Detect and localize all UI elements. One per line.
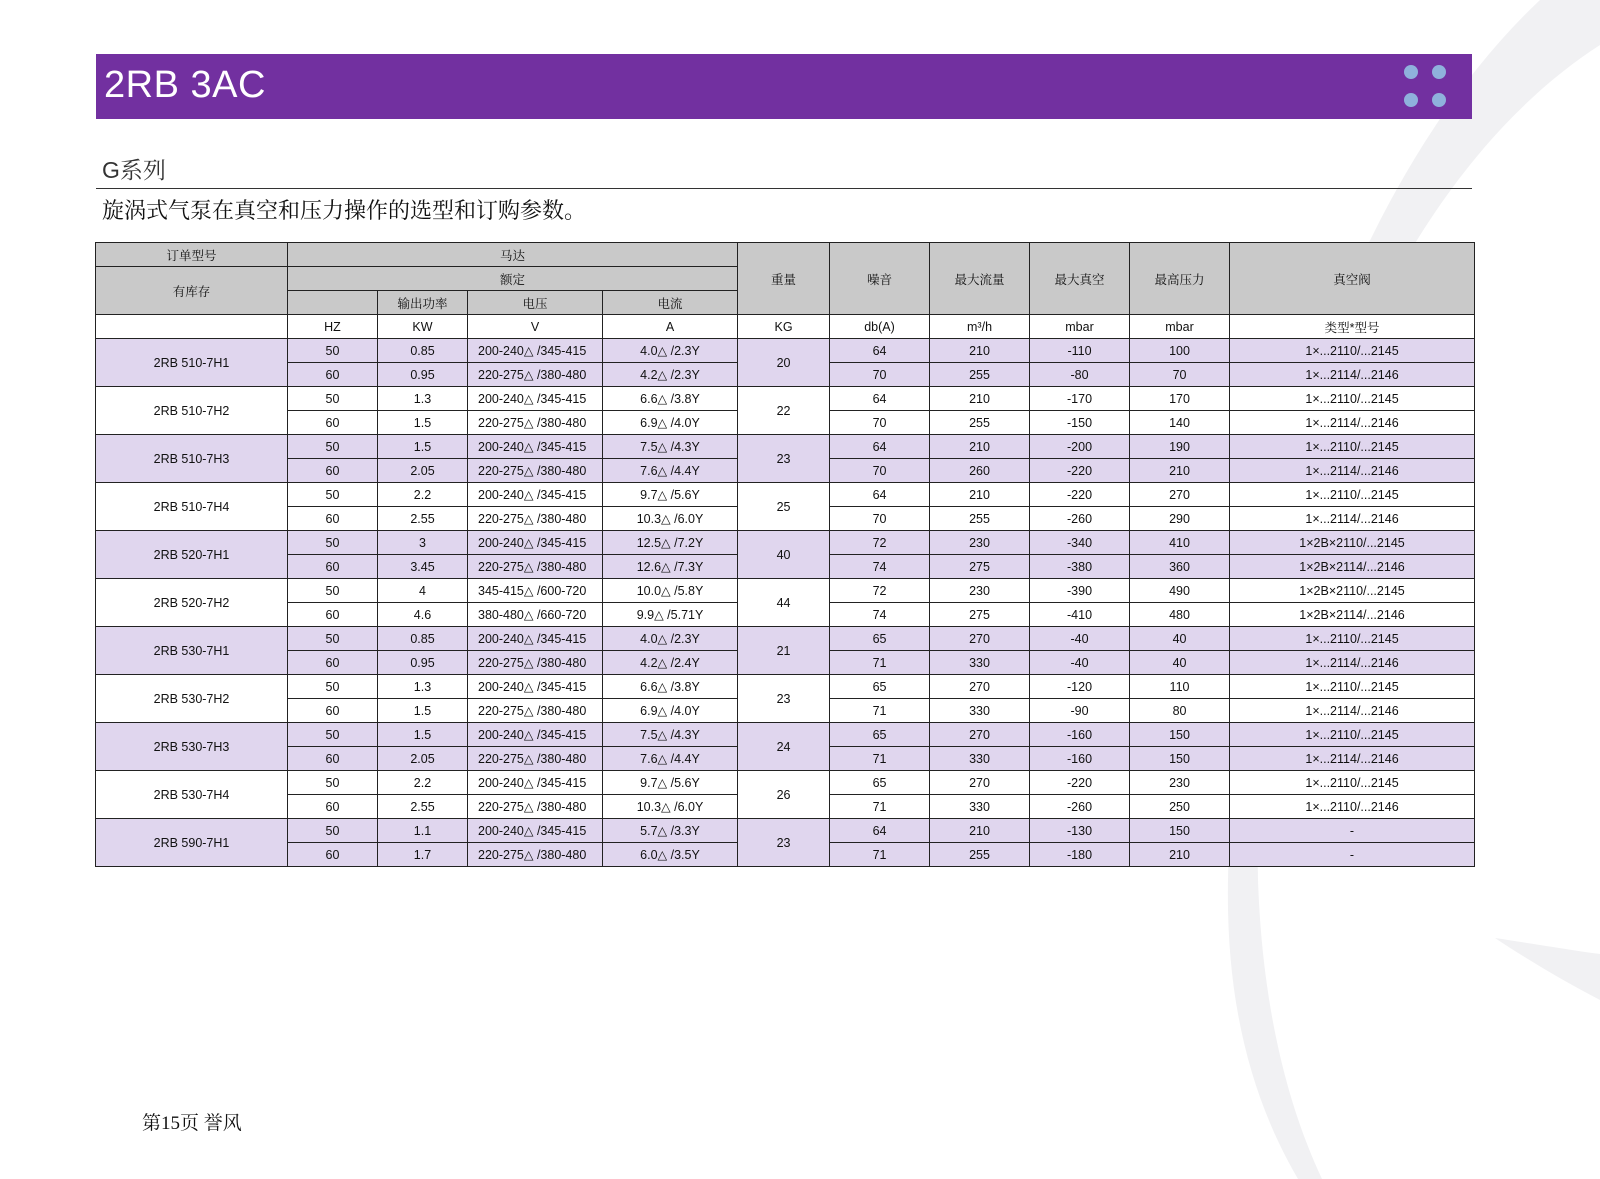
kw-cell: 3.45 xyxy=(378,555,468,579)
series-label: G系列 xyxy=(102,157,166,183)
kw-cell: 1.5 xyxy=(378,411,468,435)
valve-cell: 1×...2114/...2146 xyxy=(1230,459,1475,483)
flow-cell: 255 xyxy=(930,411,1030,435)
valve-cell: 1×...2110/...2145 xyxy=(1230,723,1475,747)
valve-cell: 1×...2110/...2145 xyxy=(1230,675,1475,699)
pressure-cell: 270 xyxy=(1130,483,1230,507)
hz-cell: 60 xyxy=(288,507,378,531)
valve-cell: 1×2B×2114/...2146 xyxy=(1230,603,1475,627)
noise-cell: 71 xyxy=(830,651,930,675)
vacuum-cell: -380 xyxy=(1030,555,1130,579)
voltage-cell: 220-275△ /380-480 xyxy=(468,555,603,579)
current-cell: 12.5△ /7.2Y xyxy=(603,531,738,555)
header-max-flow: 最大流量 xyxy=(930,243,1030,315)
voltage-cell: 220-275△ /380-480 xyxy=(468,795,603,819)
flow-cell: 210 xyxy=(930,483,1030,507)
weight-cell: 23 xyxy=(738,435,830,483)
kw-cell: 1.7 xyxy=(378,843,468,867)
hz-cell: 50 xyxy=(288,339,378,363)
vacuum-cell: -220 xyxy=(1030,483,1130,507)
kw-cell: 2.05 xyxy=(378,747,468,771)
model-name-cell: 2RB 530-7H3 xyxy=(96,723,288,771)
current-cell: 6.6△ /3.8Y xyxy=(603,387,738,411)
weight-cell: 40 xyxy=(738,531,830,579)
header-blank xyxy=(288,291,378,315)
valve-cell: 1×...2114/...2146 xyxy=(1230,651,1475,675)
voltage-cell: 200-240△ /345-415 xyxy=(468,819,603,843)
kw-cell: 2.55 xyxy=(378,507,468,531)
header-weight: 重量 xyxy=(738,243,830,315)
hz-cell: 60 xyxy=(288,363,378,387)
noise-cell: 65 xyxy=(830,771,930,795)
hz-cell: 50 xyxy=(288,531,378,555)
vacuum-cell: -160 xyxy=(1030,723,1130,747)
vacuum-cell: -260 xyxy=(1030,795,1130,819)
flow-cell: 270 xyxy=(930,675,1030,699)
weight-cell: 20 xyxy=(738,339,830,387)
table-row xyxy=(96,675,1475,699)
model-name-cell: 2RB 510-7H4 xyxy=(96,483,288,531)
kw-cell: 2.55 xyxy=(378,795,468,819)
kw-cell: 0.85 xyxy=(378,339,468,363)
hz-cell: 50 xyxy=(288,675,378,699)
weight-cell: 26 xyxy=(738,771,830,819)
vacuum-cell: -160 xyxy=(1030,747,1130,771)
current-cell: 7.6△ /4.4Y xyxy=(603,459,738,483)
vacuum-cell: -220 xyxy=(1030,459,1130,483)
flow-cell: 255 xyxy=(930,843,1030,867)
model-name-cell: 2RB 530-7H2 xyxy=(96,675,288,723)
voltage-cell: 200-240△ /345-415 xyxy=(468,627,603,651)
flow-cell: 275 xyxy=(930,555,1030,579)
pressure-cell: 40 xyxy=(1130,651,1230,675)
vacuum-cell: -180 xyxy=(1030,843,1130,867)
pressure-cell: 210 xyxy=(1130,843,1230,867)
noise-cell: 64 xyxy=(830,819,930,843)
flow-cell: 260 xyxy=(930,459,1030,483)
current-cell: 10.3△ /6.0Y xyxy=(603,507,738,531)
header-noise: 噪音 xyxy=(830,243,930,315)
kw-cell: 1.5 xyxy=(378,699,468,723)
hz-cell: 60 xyxy=(288,459,378,483)
current-cell: 10.3△ /6.0Y xyxy=(603,795,738,819)
hz-cell: 60 xyxy=(288,555,378,579)
flow-cell: 210 xyxy=(930,819,1030,843)
flow-cell: 330 xyxy=(930,651,1030,675)
noise-cell: 70 xyxy=(830,363,930,387)
current-cell: 4.2△ /2.3Y xyxy=(603,363,738,387)
kw-cell: 1.5 xyxy=(378,723,468,747)
pressure-cell: 230 xyxy=(1130,771,1230,795)
four-dots-icon xyxy=(1404,65,1446,107)
kw-cell: 3 xyxy=(378,531,468,555)
pressure-cell: 170 xyxy=(1130,387,1230,411)
voltage-cell: 220-275△ /380-480 xyxy=(468,459,603,483)
model-name-cell: 2RB 520-7H1 xyxy=(96,531,288,579)
voltage-cell: 200-240△ /345-415 xyxy=(468,387,603,411)
table-row xyxy=(96,339,1475,363)
hz-cell: 50 xyxy=(288,387,378,411)
unit-hz: HZ xyxy=(288,315,378,339)
noise-cell: 70 xyxy=(830,459,930,483)
table-row xyxy=(96,579,1475,603)
header-motor: 马达 xyxy=(288,243,738,267)
hz-cell: 50 xyxy=(288,723,378,747)
current-cell: 12.6△ /7.3Y xyxy=(603,555,738,579)
unit-v: V xyxy=(468,315,603,339)
pressure-cell: 150 xyxy=(1130,747,1230,771)
table-row xyxy=(96,435,1475,459)
vacuum-cell: -80 xyxy=(1030,363,1130,387)
noise-cell: 65 xyxy=(830,675,930,699)
pressure-cell: 100 xyxy=(1130,339,1230,363)
vacuum-cell: -340 xyxy=(1030,531,1130,555)
noise-cell: 74 xyxy=(830,603,930,627)
voltage-cell: 200-240△ /345-415 xyxy=(468,435,603,459)
kw-cell: 0.85 xyxy=(378,627,468,651)
current-cell: 9.7△ /5.6Y xyxy=(603,483,738,507)
voltage-cell: 200-240△ /345-415 xyxy=(468,723,603,747)
hz-cell: 50 xyxy=(288,579,378,603)
valve-cell: 1×2B×2110/...2145 xyxy=(1230,579,1475,603)
vacuum-cell: -390 xyxy=(1030,579,1130,603)
noise-cell: 64 xyxy=(830,339,930,363)
header-voltage: 电压 xyxy=(468,291,603,315)
spec-table xyxy=(95,242,1475,867)
noise-cell: 65 xyxy=(830,627,930,651)
noise-cell: 64 xyxy=(830,435,930,459)
kw-cell: 0.95 xyxy=(378,651,468,675)
unit-vac: mbar xyxy=(1030,315,1130,339)
valve-cell: 1×...2110/...2145 xyxy=(1230,339,1475,363)
hz-cell: 50 xyxy=(288,771,378,795)
voltage-cell: 220-275△ /380-480 xyxy=(468,411,603,435)
current-cell: 4.0△ /2.3Y xyxy=(603,339,738,363)
voltage-cell: 220-275△ /380-480 xyxy=(468,747,603,771)
kw-cell: 0.95 xyxy=(378,363,468,387)
kw-cell: 1.3 xyxy=(378,387,468,411)
voltage-cell: 220-275△ /380-480 xyxy=(468,843,603,867)
current-cell: 10.0△ /5.8Y xyxy=(603,579,738,603)
vacuum-cell: -170 xyxy=(1030,387,1130,411)
current-cell: 4.0△ /2.3Y xyxy=(603,627,738,651)
model-name-cell: 2RB 520-7H2 xyxy=(96,579,288,627)
divider xyxy=(96,188,1472,189)
kw-cell: 1.5 xyxy=(378,435,468,459)
unit-blank xyxy=(96,315,288,339)
voltage-cell: 220-275△ /380-480 xyxy=(468,651,603,675)
valve-cell: 1×2B×2110/...2145 xyxy=(1230,531,1475,555)
kw-cell: 2.05 xyxy=(378,459,468,483)
valve-cell: - xyxy=(1230,819,1475,843)
hz-cell: 50 xyxy=(288,627,378,651)
flow-cell: 330 xyxy=(930,795,1030,819)
pressure-cell: 250 xyxy=(1130,795,1230,819)
current-cell: 6.9△ /4.0Y xyxy=(603,699,738,723)
valve-cell: 1×...2110/...2145 xyxy=(1230,387,1475,411)
hz-cell: 50 xyxy=(288,819,378,843)
model-name-cell: 2RB 530-7H1 xyxy=(96,627,288,675)
current-cell: 7.6△ /4.4Y xyxy=(603,747,738,771)
noise-cell: 64 xyxy=(830,483,930,507)
vacuum-cell: -40 xyxy=(1030,627,1130,651)
kw-cell: 2.2 xyxy=(378,483,468,507)
page-title: 2RB 3AC xyxy=(104,64,266,106)
header-power: 输出功率 xyxy=(378,291,468,315)
valve-cell: 1×...2110/...2146 xyxy=(1230,795,1475,819)
weight-cell: 22 xyxy=(738,387,830,435)
pressure-cell: 150 xyxy=(1130,723,1230,747)
weight-cell: 23 xyxy=(738,675,830,723)
noise-cell: 71 xyxy=(830,795,930,819)
current-cell: 5.7△ /3.3Y xyxy=(603,819,738,843)
current-cell: 6.0△ /3.5Y xyxy=(603,843,738,867)
valve-cell: 1×2B×2114/...2146 xyxy=(1230,555,1475,579)
vacuum-cell: -130 xyxy=(1030,819,1130,843)
footer-text: 第15页 誉风 xyxy=(142,1113,242,1134)
hz-cell: 60 xyxy=(288,795,378,819)
pressure-cell: 150 xyxy=(1130,819,1230,843)
flow-cell: 255 xyxy=(930,363,1030,387)
voltage-cell: 200-240△ /345-415 xyxy=(468,771,603,795)
unit-kw: KW xyxy=(378,315,468,339)
voltage-cell: 220-275△ /380-480 xyxy=(468,699,603,723)
table-row xyxy=(96,627,1475,651)
hz-cell: 60 xyxy=(288,843,378,867)
unit-valve: 类型*型号 xyxy=(1230,315,1475,339)
noise-cell: 70 xyxy=(830,411,930,435)
pressure-cell: 80 xyxy=(1130,699,1230,723)
header-current: 电流 xyxy=(603,291,738,315)
voltage-cell: 220-275△ /380-480 xyxy=(468,507,603,531)
valve-cell: 1×...2110/...2145 xyxy=(1230,771,1475,795)
current-cell: 9.9△ /5.71Y xyxy=(603,603,738,627)
model-name-cell: 2RB 510-7H1 xyxy=(96,339,288,387)
unit-a: A xyxy=(603,315,738,339)
unit-db: db(A) xyxy=(830,315,930,339)
current-cell: 7.5△ /4.3Y xyxy=(603,435,738,459)
model-name-cell: 2RB 510-7H2 xyxy=(96,387,288,435)
flow-cell: 330 xyxy=(930,699,1030,723)
voltage-cell: 200-240△ /345-415 xyxy=(468,531,603,555)
flow-cell: 270 xyxy=(930,627,1030,651)
vacuum-cell: -410 xyxy=(1030,603,1130,627)
model-name-cell: 2RB 510-7H3 xyxy=(96,435,288,483)
pressure-cell: 290 xyxy=(1130,507,1230,531)
pressure-cell: 70 xyxy=(1130,363,1230,387)
noise-cell: 71 xyxy=(830,747,930,771)
vacuum-cell: -90 xyxy=(1030,699,1130,723)
noise-cell: 71 xyxy=(830,699,930,723)
current-cell: 6.9△ /4.0Y xyxy=(603,411,738,435)
valve-cell: 1×...2114/...2146 xyxy=(1230,699,1475,723)
pressure-cell: 140 xyxy=(1130,411,1230,435)
unit-kg: KG xyxy=(738,315,830,339)
flow-cell: 275 xyxy=(930,603,1030,627)
vacuum-cell: -120 xyxy=(1030,675,1130,699)
flow-cell: 330 xyxy=(930,747,1030,771)
hz-cell: 50 xyxy=(288,435,378,459)
voltage-cell: 220-275△ /380-480 xyxy=(468,363,603,387)
flow-cell: 230 xyxy=(930,531,1030,555)
table-row xyxy=(96,483,1475,507)
kw-cell: 2.2 xyxy=(378,771,468,795)
vacuum-cell: -220 xyxy=(1030,771,1130,795)
weight-cell: 25 xyxy=(738,483,830,531)
kw-cell: 1.3 xyxy=(378,675,468,699)
kw-cell: 4 xyxy=(378,579,468,603)
table-row xyxy=(96,771,1475,795)
title-banner xyxy=(96,54,1472,119)
noise-cell: 74 xyxy=(830,555,930,579)
flow-cell: 210 xyxy=(930,339,1030,363)
hz-cell: 60 xyxy=(288,411,378,435)
valve-cell: 1×...2114/...2146 xyxy=(1230,363,1475,387)
vacuum-cell: -150 xyxy=(1030,411,1130,435)
pressure-cell: 360 xyxy=(1130,555,1230,579)
weight-cell: 44 xyxy=(738,579,830,627)
pressure-cell: 110 xyxy=(1130,675,1230,699)
pressure-cell: 40 xyxy=(1130,627,1230,651)
model-name-cell: 2RB 530-7H4 xyxy=(96,771,288,819)
flow-cell: 210 xyxy=(930,387,1030,411)
current-cell: 9.7△ /5.6Y xyxy=(603,771,738,795)
unit-press: mbar xyxy=(1130,315,1230,339)
valve-cell: 1×...2110/...2145 xyxy=(1230,627,1475,651)
kw-cell: 1.1 xyxy=(378,819,468,843)
header-max-vacuum: 最大真空 xyxy=(1030,243,1130,315)
header-order-no: 订单型号 xyxy=(96,243,288,267)
valve-cell: 1×...2114/...2146 xyxy=(1230,747,1475,771)
vacuum-cell: -40 xyxy=(1030,651,1130,675)
pressure-cell: 190 xyxy=(1130,435,1230,459)
hz-cell: 60 xyxy=(288,699,378,723)
table-row xyxy=(96,819,1475,843)
flow-cell: 210 xyxy=(930,435,1030,459)
header-rated: 额定 xyxy=(288,267,738,291)
weight-cell: 21 xyxy=(738,627,830,675)
noise-cell: 65 xyxy=(830,723,930,747)
current-cell: 6.6△ /3.8Y xyxy=(603,675,738,699)
current-cell: 7.5△ /4.3Y xyxy=(603,723,738,747)
valve-cell: - xyxy=(1230,843,1475,867)
hz-cell: 60 xyxy=(288,651,378,675)
hz-cell: 60 xyxy=(288,747,378,771)
kw-cell: 4.6 xyxy=(378,603,468,627)
valve-cell: 1×...2114/...2146 xyxy=(1230,507,1475,531)
vacuum-cell: -110 xyxy=(1030,339,1130,363)
pressure-cell: 210 xyxy=(1130,459,1230,483)
voltage-cell: 345-415△ /600-720 xyxy=(468,579,603,603)
voltage-cell: 200-240△ /345-415 xyxy=(468,339,603,363)
voltage-cell: 380-480△ /660-720 xyxy=(468,603,603,627)
weight-cell: 24 xyxy=(738,723,830,771)
table-row xyxy=(96,723,1475,747)
valve-cell: 1×...2110/...2145 xyxy=(1230,483,1475,507)
pressure-cell: 410 xyxy=(1130,531,1230,555)
flow-cell: 270 xyxy=(930,771,1030,795)
subtitle: 旋涡式气泵在真空和压力操作的选型和订购参数。 xyxy=(102,198,587,223)
header-stock: 有库存 xyxy=(96,267,288,315)
table-row xyxy=(96,531,1475,555)
header-valve: 真空阀 xyxy=(1230,243,1475,315)
noise-cell: 72 xyxy=(830,531,930,555)
flow-cell: 270 xyxy=(930,723,1030,747)
voltage-cell: 200-240△ /345-415 xyxy=(468,675,603,699)
noise-cell: 71 xyxy=(830,843,930,867)
vacuum-cell: -200 xyxy=(1030,435,1130,459)
hz-cell: 50 xyxy=(288,483,378,507)
noise-cell: 70 xyxy=(830,507,930,531)
valve-cell: 1×...2114/...2146 xyxy=(1230,411,1475,435)
vacuum-cell: -260 xyxy=(1030,507,1130,531)
noise-cell: 72 xyxy=(830,579,930,603)
weight-cell: 23 xyxy=(738,819,830,867)
pressure-cell: 480 xyxy=(1130,603,1230,627)
model-name-cell: 2RB 590-7H1 xyxy=(96,819,288,867)
header-max-pressure: 最高压力 xyxy=(1130,243,1230,315)
flow-cell: 230 xyxy=(930,579,1030,603)
units-row xyxy=(96,315,1475,339)
pressure-cell: 490 xyxy=(1130,579,1230,603)
voltage-cell: 200-240△ /345-415 xyxy=(468,483,603,507)
hz-cell: 60 xyxy=(288,603,378,627)
flow-cell: 255 xyxy=(930,507,1030,531)
valve-cell: 1×...2110/...2145 xyxy=(1230,435,1475,459)
noise-cell: 64 xyxy=(830,387,930,411)
unit-flow: m³/h xyxy=(930,315,1030,339)
current-cell: 4.2△ /2.4Y xyxy=(603,651,738,675)
table-row xyxy=(96,387,1475,411)
